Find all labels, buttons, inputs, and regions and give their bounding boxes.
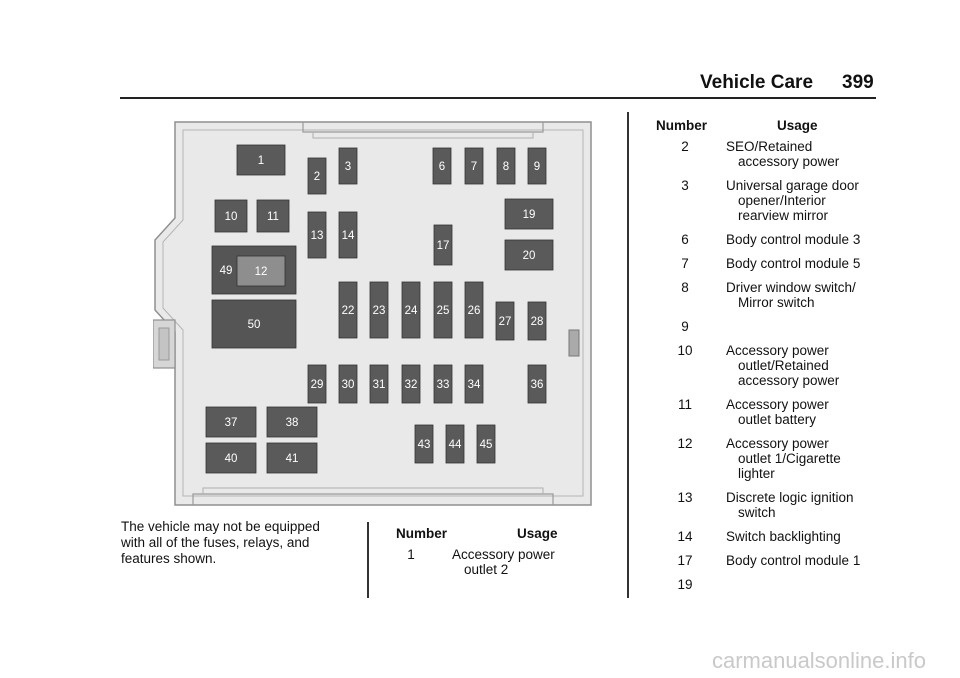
fuse-label-19: 19	[522, 209, 536, 221]
fuse-label-24: 24	[404, 305, 418, 317]
fuse-number: 11	[677, 397, 692, 412]
fuse-label-33: 33	[436, 379, 450, 391]
table-header-number-right: Number	[656, 118, 708, 133]
fuse-label-38: 38	[285, 417, 299, 429]
fuse-label-45: 45	[479, 439, 493, 451]
fuse-label-3: 3	[344, 161, 352, 173]
fuse-number: 14	[677, 529, 693, 544]
fuse-usage-line: rearview mirror	[738, 208, 829, 223]
fuse-usage-line: Body control module 1	[726, 553, 861, 568]
table-row	[670, 139, 890, 169]
fuse-usage	[726, 397, 876, 427]
fuse-usage	[726, 436, 876, 481]
fuse-label-32: 32	[404, 379, 418, 391]
table-row	[670, 343, 890, 388]
fuse-usage	[726, 139, 876, 169]
fuse-label-20: 20	[522, 250, 536, 262]
fuse-usage	[726, 232, 876, 247]
fuse-label-27: 27	[498, 316, 512, 328]
fuse-block-diagram	[153, 120, 593, 510]
fuse-label-29: 29	[310, 379, 324, 391]
fuse-label-1: 1	[257, 155, 265, 167]
fuse-usage-line: outlet/Retained	[738, 358, 829, 373]
fuse-number: 8	[681, 280, 689, 295]
fuse-label-43: 43	[417, 439, 431, 451]
fuse-label-17: 17	[436, 240, 450, 252]
fuse-number: 2	[681, 139, 689, 154]
fuse-label-41: 41	[285, 453, 299, 465]
fuse-usage-line: accessory power	[738, 154, 840, 169]
fuse-usage-line: lighter	[738, 466, 775, 481]
table-header-number-left: Number	[396, 526, 448, 541]
column-divider-left	[367, 522, 369, 598]
fuse-label-12: 12	[254, 266, 268, 278]
fuse-usage-line: Mirror switch	[738, 295, 815, 310]
table-row	[396, 547, 616, 577]
fuse-label-6: 6	[438, 161, 446, 173]
fuse-usage-line: accessory power	[738, 373, 840, 388]
fuse-label-11: 11	[267, 211, 279, 223]
section-title: Vehicle Care	[700, 72, 814, 93]
fuse-usage-line: opener/Interior	[738, 193, 826, 208]
fuse-label-8: 8	[502, 161, 510, 173]
fuse-label-14: 14	[341, 230, 355, 242]
fuse-label-50: 50	[247, 319, 261, 331]
table-row	[670, 319, 890, 334]
column-divider-right	[627, 112, 629, 598]
page-number: 399	[842, 72, 874, 93]
fuse-usage-line: Body control module 3	[726, 232, 861, 247]
watermark: carmanualsonline.info	[711, 648, 926, 673]
fuse-number: 10	[677, 343, 693, 358]
fuse-usage-line: Accessory power	[726, 343, 829, 358]
fuse-label-49: 49	[219, 265, 233, 277]
table-row	[670, 256, 890, 271]
table-header-usage-left: Usage	[517, 526, 558, 541]
fuse-usage	[726, 256, 876, 271]
fuse-usage-line: SEO/Retained	[726, 139, 813, 154]
fuse-number: 13	[677, 490, 693, 505]
fuse-label-40: 40	[224, 453, 238, 465]
table-row	[670, 280, 890, 310]
table-row	[670, 490, 890, 520]
fuse-label-23: 23	[372, 305, 386, 317]
table-row	[670, 529, 890, 544]
table-row	[670, 577, 890, 592]
fuse-usage-line: Universal garage door	[726, 178, 859, 193]
fuse-usage	[726, 553, 876, 568]
table-header-usage-right: Usage	[777, 118, 818, 133]
fuse-usage	[726, 529, 876, 544]
fuse-label-10: 10	[224, 211, 238, 223]
fuse-label-30: 30	[341, 379, 355, 391]
fuse-usage-line: Accessory power	[452, 547, 555, 562]
intro-paragraph: The vehicle may not be equipped with all of the fuses, relays, and features shown.	[121, 519, 320, 566]
fuse-number: 1	[407, 547, 415, 562]
fuse-number: 9	[681, 319, 689, 334]
fuse-number: 12	[677, 436, 693, 451]
fuse-label-34: 34	[467, 379, 481, 391]
fuse-usage-line: Discrete logic ignition	[726, 490, 854, 505]
fuse-label-36: 36	[530, 379, 544, 391]
table-row	[670, 397, 890, 427]
fuse-usage	[726, 490, 876, 520]
table-row	[670, 232, 890, 247]
header-rule	[120, 97, 876, 99]
fuse-number: 7	[681, 256, 689, 271]
fuse-usage-line: Accessory power	[726, 397, 829, 412]
fuse-usage	[726, 178, 876, 223]
fuse-usage	[452, 547, 602, 577]
table-row	[670, 178, 890, 223]
fuse-usage	[726, 280, 876, 310]
fuse-label-22: 22	[341, 305, 355, 317]
fuse-label-37: 37	[224, 417, 238, 429]
fuse-label-31: 31	[372, 379, 386, 391]
fuse-label-26: 26	[467, 305, 481, 317]
fuse-label-2: 2	[313, 171, 321, 183]
fuse-number: 19	[677, 577, 693, 592]
fuse-label-44: 44	[448, 439, 462, 451]
table-row	[670, 553, 890, 568]
fuse-usage-line: Body control module 5	[726, 256, 861, 271]
fuse-usage-line: outlet 2	[464, 562, 509, 577]
fuse-usage-line: outlet battery	[738, 412, 817, 427]
table-row	[670, 436, 890, 481]
fuse-usage	[726, 343, 876, 388]
fuse-number: 3	[681, 178, 689, 193]
fuse-usage-line: switch	[738, 505, 776, 520]
fuse-usage-line: Driver window switch/	[726, 280, 856, 295]
fuse-number: 6	[681, 232, 689, 247]
fuse-label-13: 13	[310, 230, 324, 242]
fuse-number: 17	[677, 553, 693, 568]
fuse-usage-line: Accessory power	[726, 436, 829, 451]
fuse-usage-line: Switch backlighting	[726, 529, 841, 544]
fuse-label-7: 7	[470, 161, 478, 173]
fuse-label-9: 9	[533, 161, 541, 173]
fuse-label-25: 25	[436, 305, 450, 317]
fuse-usage-line: outlet 1/Cigarette	[738, 451, 841, 466]
fuse-label-28: 28	[530, 316, 544, 328]
